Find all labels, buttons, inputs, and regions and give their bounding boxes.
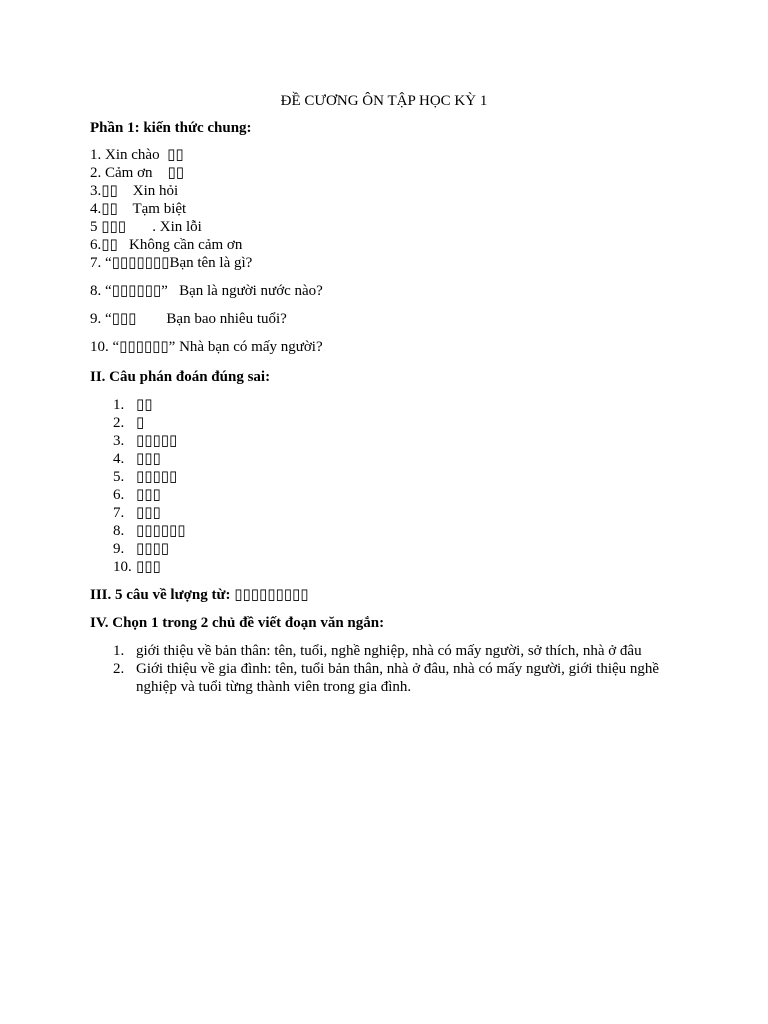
item-number: 5. <box>113 469 125 485</box>
part4-heading: IV. Chọn 1 trong 2 chủ đề viết đoạn văn ngắn: <box>90 615 385 631</box>
list-item <box>90 414 690 432</box>
part1-line: 6.▯▯ Không cần cảm ơn <box>90 237 243 253</box>
list-item <box>90 540 690 558</box>
item-number: 8. <box>113 523 125 539</box>
list-item <box>90 468 690 486</box>
item-text: giới thiệu về bản thân: tên, tuổi, nghề nghiệp, nhà có mấy người, sở thích, nhà ở đâu <box>136 643 642 659</box>
item-text: ▯▯▯ <box>136 559 161 575</box>
list-item <box>90 660 690 696</box>
part1-line: 9. “▯▯▯ Bạn bao nhiêu tuổi? <box>90 311 287 327</box>
item-number: 6. <box>113 487 125 503</box>
document-title: ĐỀ CƯƠNG ÔN TẬP HỌC KỲ 1 <box>280 93 488 109</box>
item-text: ▯▯▯▯▯ <box>136 433 178 449</box>
part1-line: 2. Cảm ơn ▯▯ <box>90 165 185 181</box>
list-item <box>90 642 690 660</box>
item-number: 9. <box>113 541 125 557</box>
item-text: ▯▯▯ <box>136 451 161 467</box>
list-item <box>90 396 690 414</box>
part1-line: 8. “▯▯▯▯▯▯” Bạn là người nước nào? <box>90 283 323 299</box>
part1-list <box>90 146 690 356</box>
part1-line: 3.▯▯ Xin hỏi <box>90 183 179 199</box>
item-number: 10. <box>113 559 132 575</box>
item-text: ▯▯▯▯ <box>136 541 170 557</box>
item-number: 2. <box>113 415 125 431</box>
item-text: ▯ <box>136 415 145 431</box>
part3-heading: III. 5 câu về lượng từ: ▯▯▯▯▯▯▯▯▯ <box>90 587 309 603</box>
list-item <box>90 504 690 522</box>
item-number: 2. <box>113 661 125 677</box>
document-page <box>90 92 690 696</box>
list-item <box>90 450 690 468</box>
item-text: ▯▯ <box>136 397 153 413</box>
item-text: ▯▯▯▯▯ <box>136 469 178 485</box>
list-item <box>90 522 690 540</box>
part4-list <box>90 642 690 696</box>
item-text: Giới thiệu về gia đình: tên, tuổi bản thân, nhà ở đâu, nhà có mấy người, giới thiệu nghề nghiệp và tuổi từng thành viên trong gia đình. <box>136 661 660 695</box>
item-text: ▯▯▯ <box>136 487 161 503</box>
part2-heading: II. Câu phán đoán đúng sai: <box>90 369 271 385</box>
part2-list <box>90 396 690 576</box>
part1-line: 4.▯▯ Tạm biệt <box>90 201 187 217</box>
part1-line: 10. “▯▯▯▯▯▯” Nhà bạn có mấy người? <box>90 339 323 355</box>
item-number: 4. <box>113 451 125 467</box>
item-number: 1. <box>113 643 125 659</box>
list-item <box>90 432 690 450</box>
item-text: ▯▯▯▯▯▯ <box>136 523 186 539</box>
list-item <box>90 486 690 504</box>
item-number: 3. <box>113 433 125 449</box>
item-number: 1. <box>113 397 125 413</box>
item-text: ▯▯▯ <box>136 505 161 521</box>
part1-heading: Phần 1: kiến thức chung: <box>90 120 252 136</box>
part1-line: 7. “▯▯▯▯▯▯▯Bạn tên là gì? <box>90 255 253 271</box>
part1-line: 1. Xin chào ▯▯ <box>90 147 184 163</box>
item-number: 7. <box>113 505 125 521</box>
list-item <box>90 558 690 576</box>
part1-line: 5 ▯▯▯ . Xin lỗi <box>90 219 202 235</box>
